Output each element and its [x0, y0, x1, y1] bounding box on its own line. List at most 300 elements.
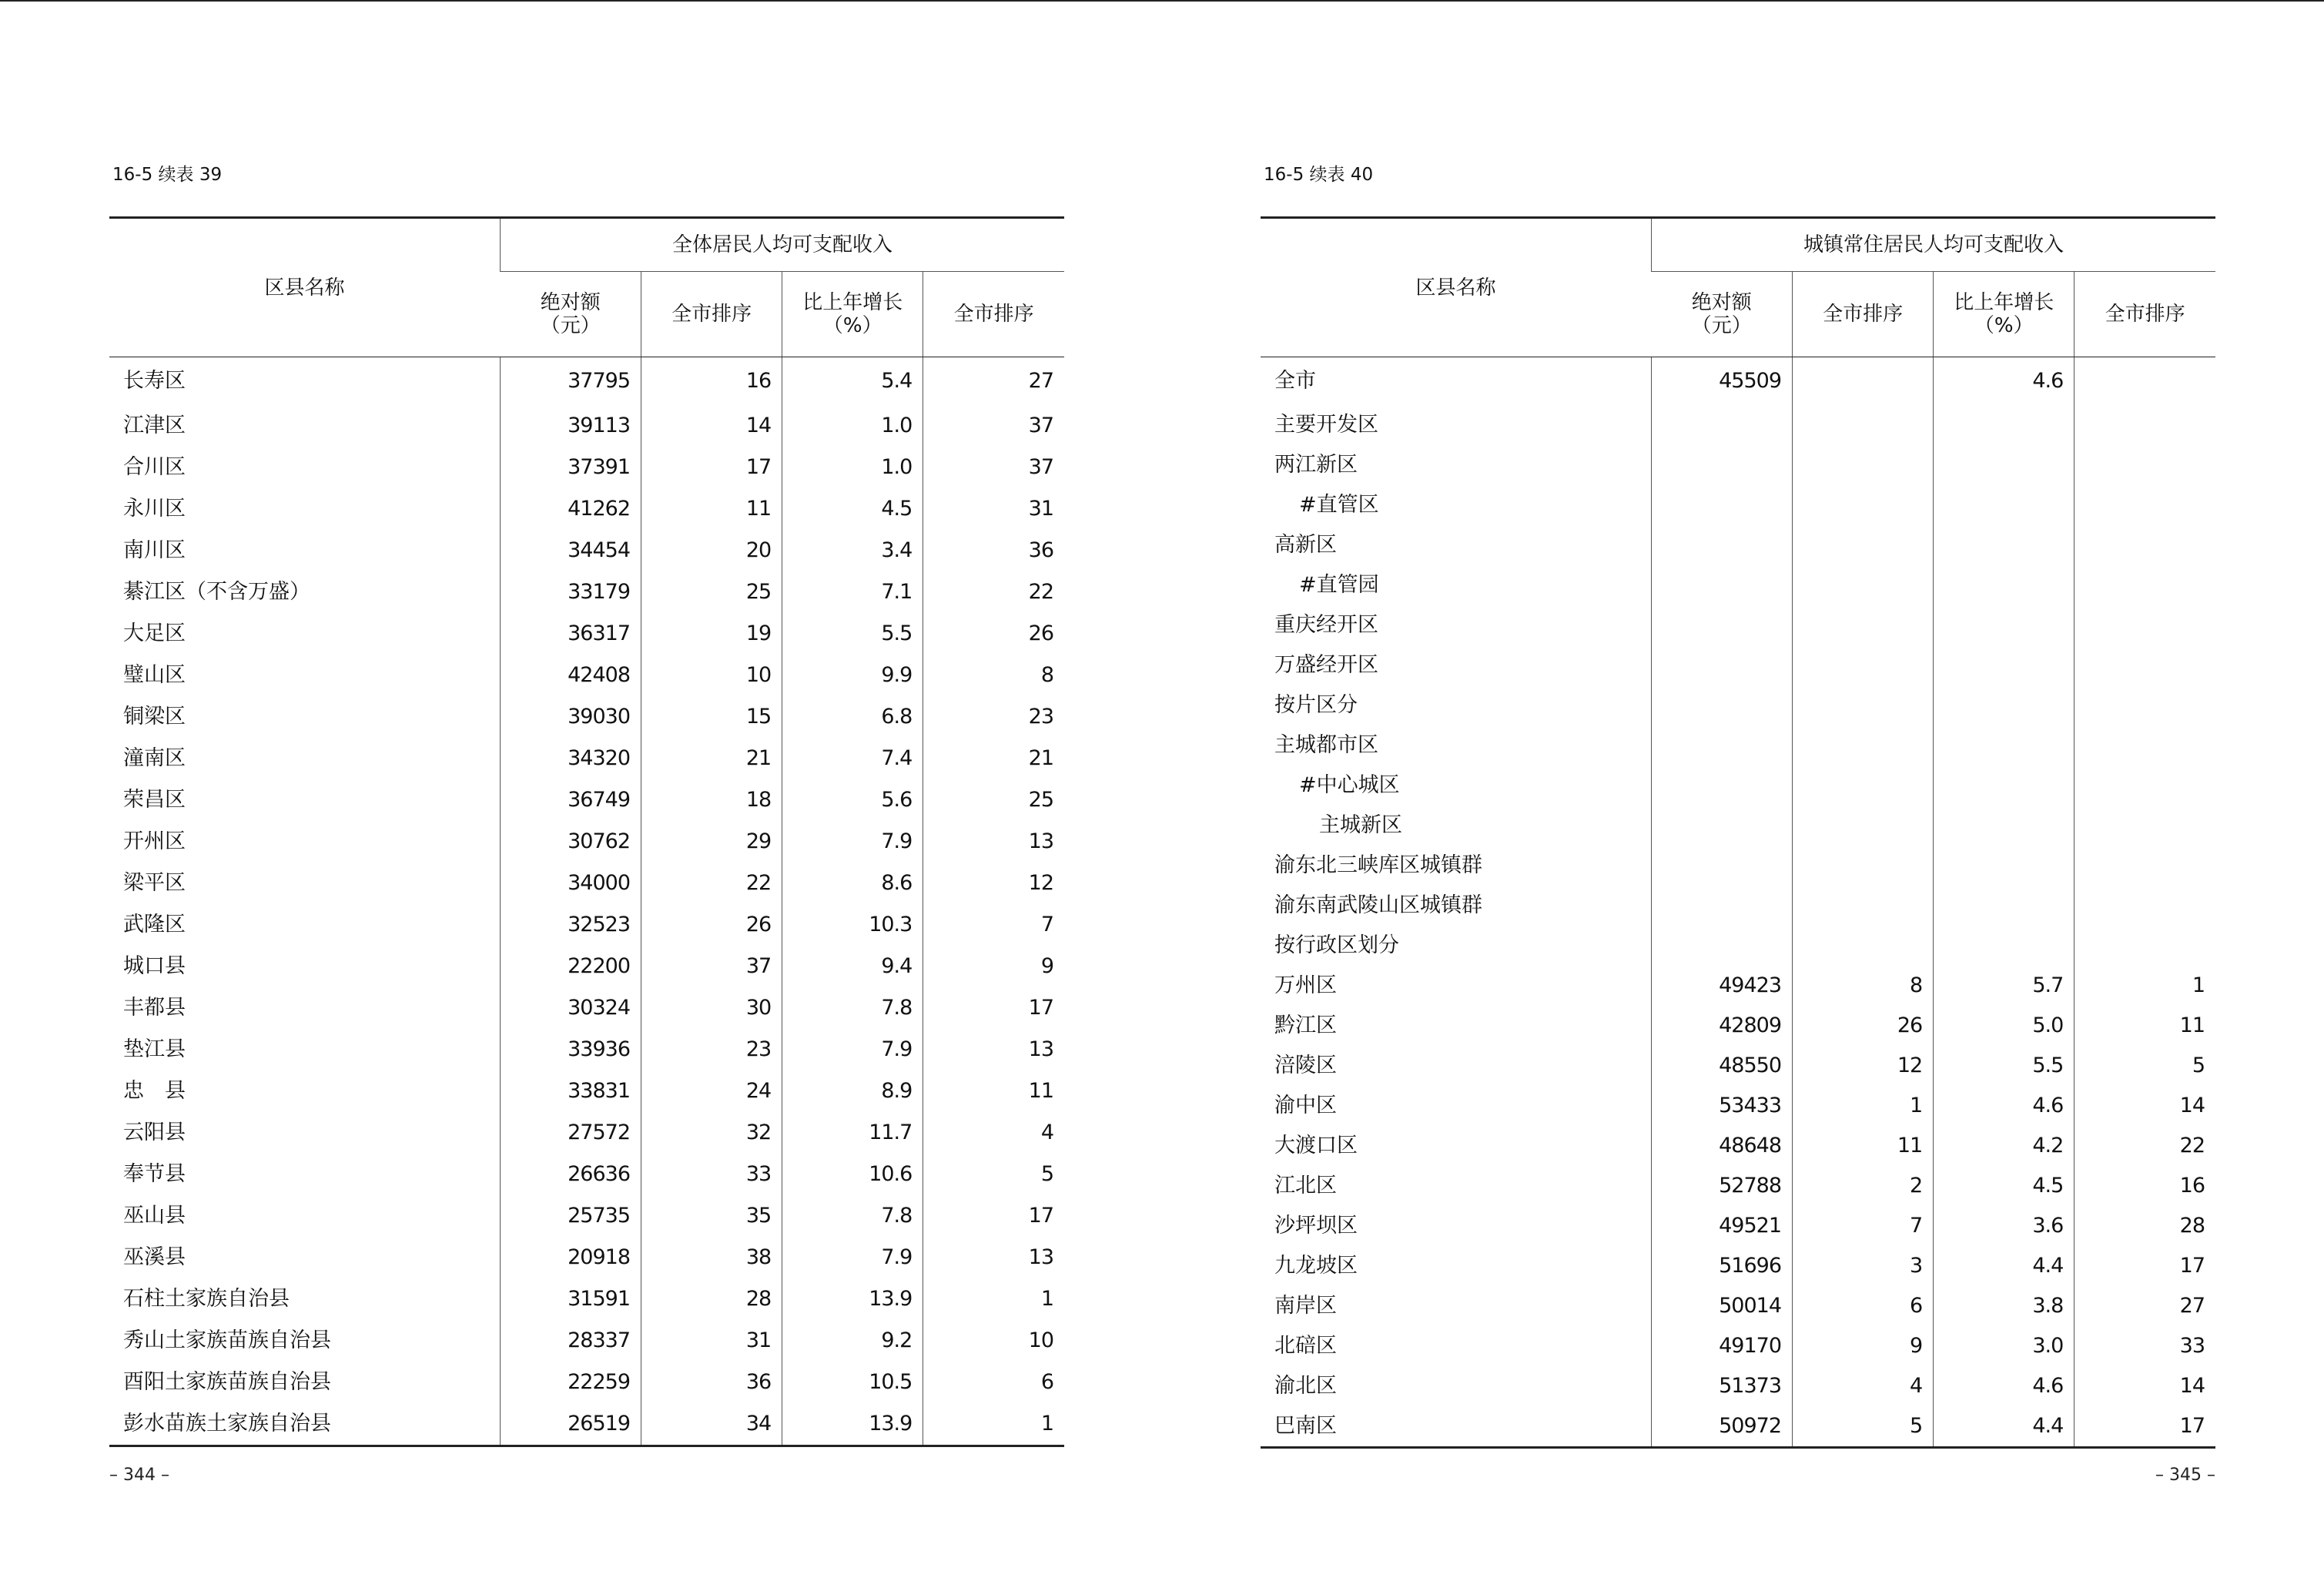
page-number: – 344 – [109, 1466, 169, 1485]
growth-rank-cell [2075, 806, 2215, 846]
amount-header: 绝对额 （元） [500, 272, 641, 357]
right-page [1261, 0, 2215, 1588]
amount-cell: 45509 [1651, 357, 1792, 406]
growth-rank-header: 全市排序 [923, 272, 1064, 357]
rank-cell: 12 [1793, 1046, 1934, 1086]
table-row [1261, 926, 2215, 966]
growth-rank-cell: 10 [923, 1320, 1064, 1362]
growth-cell [1934, 886, 2075, 926]
amount-cell: 42408 [500, 655, 641, 696]
region-name-header: 区县名称 [109, 218, 500, 357]
growth-rank-cell: 9 [923, 946, 1064, 987]
rank-cell [1793, 485, 1934, 525]
growth-cell: 7.1 [782, 571, 923, 613]
amount-cell: 36317 [500, 613, 641, 655]
table-body [109, 357, 1064, 1446]
table-row [109, 946, 1064, 987]
table-row [1261, 485, 2215, 525]
table-header [1261, 218, 2215, 357]
region-name-cell: 万州区 [1274, 973, 1337, 997]
rank-cell: 31 [641, 1320, 782, 1362]
growth-rank-cell: 36 [923, 530, 1064, 571]
growth-header: 比上年增长 （%） [1934, 272, 2075, 357]
table-row [109, 1029, 1064, 1070]
rank-cell: 9 [1793, 1326, 1934, 1366]
amount-cell [1651, 846, 1792, 886]
rank-cell: 16 [641, 357, 782, 406]
table-row [109, 1154, 1064, 1195]
growth-cell [1934, 725, 2075, 766]
growth-rank-cell: 17 [2075, 1406, 2215, 1448]
growth-rank-cell [2075, 525, 2215, 565]
region-name-cell: 铜梁区 [123, 705, 186, 729]
region-name-cell: 高新区 [1274, 533, 1337, 557]
growth-cell [1934, 685, 2075, 725]
amount-cell [1651, 485, 1792, 525]
page-number: – 345 – [2155, 1466, 2215, 1485]
table-title: 16-5 续表 40 [1264, 165, 1374, 185]
rank-cell: 33 [641, 1154, 782, 1195]
region-name-cell: 丰都县 [123, 996, 186, 1020]
growth-cell: 9.2 [782, 1320, 923, 1362]
growth-cell: 7.8 [782, 987, 923, 1029]
table-row [109, 655, 1064, 696]
rank-cell [1793, 926, 1934, 966]
growth-cell [1934, 846, 2075, 886]
rank-cell: 32 [641, 1112, 782, 1154]
table-row [1261, 1006, 2215, 1046]
table-row [1261, 645, 2215, 685]
region-name-cell: 巴南区 [1261, 1406, 1651, 1448]
region-name-cell: 荣昌区 [123, 788, 186, 812]
rank-cell: 14 [641, 405, 782, 447]
amount-cell: 34000 [500, 863, 641, 904]
region-name-cell: 渝中区 [1274, 1094, 1337, 1117]
amount-cell [1651, 685, 1792, 725]
amount-cell: 42809 [1651, 1006, 1792, 1046]
growth-cell [1934, 806, 2075, 846]
growth-rank-cell: 14 [2075, 1086, 2215, 1126]
growth-rank-cell: 31 [923, 488, 1064, 530]
region-name-cell: 主城都市区 [1274, 733, 1378, 757]
growth-rank-cell [2075, 357, 2215, 406]
table-row [1261, 405, 2215, 445]
growth-rank-cell [2075, 766, 2215, 806]
table-row [109, 904, 1064, 946]
growth-cell [1934, 645, 2075, 685]
growth-cell: 4.6 [1934, 1366, 2075, 1406]
growth-cell: 4.4 [1934, 1246, 2075, 1286]
region-name-cell: 巫溪县 [123, 1245, 186, 1269]
table-row [1261, 1366, 2215, 1406]
growth-cell [1934, 605, 2075, 645]
growth-cell: 4.2 [1934, 1126, 2075, 1166]
region-name-cell: 南岸区 [1274, 1294, 1337, 1318]
table-row [1261, 565, 2215, 605]
amount-cell: 25735 [500, 1195, 641, 1237]
rank-cell: 17 [641, 447, 782, 488]
region-name-cell: 秀山土家族苗族自治县 [123, 1328, 331, 1352]
growth-cell: 5.4 [782, 357, 923, 406]
amount-cell: 53433 [1651, 1086, 1792, 1126]
rank-cell: 28 [641, 1278, 782, 1320]
rank-cell: 25 [641, 571, 782, 613]
amount-cell [1651, 926, 1792, 966]
table-row [1261, 1126, 2215, 1166]
growth-rank-cell: 5 [2075, 1046, 2215, 1086]
amount-cell: 51373 [1651, 1366, 1792, 1406]
table-row [109, 1195, 1064, 1237]
rank-cell: 38 [641, 1237, 782, 1278]
amount-cell [1651, 645, 1792, 685]
growth-cell: 3.6 [1934, 1206, 2075, 1246]
rank-cell: 34 [641, 1403, 782, 1446]
amount-cell: 22200 [500, 946, 641, 987]
growth-rank-cell: 11 [2075, 1006, 2215, 1046]
table-row [109, 357, 1064, 406]
growth-rank-cell [2075, 645, 2215, 685]
region-name-cell: 九龙坡区 [1274, 1254, 1358, 1278]
region-name-cell: #直管园 [1299, 573, 1379, 597]
table-row [1261, 886, 2215, 926]
region-name-cell: 沙坪坝区 [1274, 1214, 1358, 1238]
region-name-cell: 主要开发区 [1274, 413, 1378, 437]
rank-cell: 11 [1793, 1126, 1934, 1166]
region-name-cell: 长寿区 [123, 369, 186, 393]
region-name-cell: 酉阳土家族苗族自治县 [123, 1370, 331, 1394]
growth-rank-cell: 11 [923, 1070, 1064, 1112]
growth-rank-cell [2075, 926, 2215, 966]
growth-cell: 5.7 [1934, 966, 2075, 1006]
growth-cell: 4.6 [1934, 357, 2075, 406]
table-row [1261, 605, 2215, 645]
growth-cell [1934, 445, 2075, 485]
rank-cell: 1 [1793, 1086, 1934, 1126]
table-row [109, 1112, 1064, 1154]
growth-cell: 5.6 [782, 779, 923, 821]
region-name-header: 区县名称 [1261, 218, 1651, 357]
growth-cell: 10.3 [782, 904, 923, 946]
amount-cell: 49521 [1651, 1206, 1792, 1246]
region-name-cell: 按片区分 [1274, 693, 1358, 717]
region-name-cell: 江北区 [1274, 1174, 1337, 1198]
rank-cell [1793, 405, 1934, 445]
amount-cell [1651, 405, 1792, 445]
rank-header: 全市排序 [1793, 272, 1934, 357]
growth-rank-cell [2075, 685, 2215, 725]
region-name-cell: 垫江县 [123, 1037, 186, 1061]
region-name-cell: 璧山区 [123, 663, 186, 687]
growth-rank-cell: 27 [2075, 1286, 2215, 1326]
amount-cell: 37795 [500, 357, 641, 406]
growth-rank-cell: 7 [923, 904, 1064, 946]
income-table-left [109, 216, 1064, 1447]
growth-rank-cell: 1 [923, 1403, 1064, 1446]
rank-cell [1793, 525, 1934, 565]
rank-cell: 15 [641, 696, 782, 738]
rank-cell: 8 [1793, 966, 1934, 1006]
amount-cell [1651, 565, 1792, 605]
table-row [1261, 1206, 2215, 1246]
table-row [1261, 357, 2215, 406]
growth-cell: 3.0 [1934, 1326, 2075, 1366]
region-name-cell: 石柱土家族自治县 [123, 1287, 290, 1311]
region-name-cell: 綦江区（不含万盛） [123, 580, 310, 604]
amount-cell: 20918 [500, 1237, 641, 1278]
region-name-cell: 忠 县 [123, 1079, 186, 1103]
growth-rank-cell: 13 [923, 1029, 1064, 1070]
rank-cell: 26 [641, 904, 782, 946]
amount-cell: 49423 [1651, 966, 1792, 1006]
rank-cell: 2 [1793, 1166, 1934, 1206]
region-name-cell: 万盛经开区 [1274, 653, 1378, 677]
growth-cell [1934, 525, 2075, 565]
table-row [1261, 1406, 2215, 1448]
table-row [109, 1237, 1064, 1278]
amount-cell: 28337 [500, 1320, 641, 1362]
rank-cell: 10 [641, 655, 782, 696]
amount-header: 绝对额 （元） [1651, 272, 1792, 357]
region-name-cell: 北碚区 [1274, 1334, 1337, 1358]
amount-cell: 22259 [500, 1362, 641, 1403]
growth-cell [1934, 926, 2075, 966]
region-name-cell: 按行政区划分 [1274, 933, 1399, 957]
table-row [109, 821, 1064, 863]
rank-cell: 24 [641, 1070, 782, 1112]
amount-cell: 34454 [500, 530, 641, 571]
table-row [109, 447, 1064, 488]
growth-cell: 8.9 [782, 1070, 923, 1112]
table-body [1261, 357, 2215, 1448]
growth-cell: 4.6 [1934, 1086, 2075, 1126]
rank-cell [1793, 766, 1934, 806]
growth-rank-cell: 8 [923, 655, 1064, 696]
growth-cell: 3.8 [1934, 1286, 2075, 1326]
growth-rank-cell: 1 [2075, 966, 2215, 1006]
rank-cell: 21 [641, 738, 782, 779]
table-row [1261, 846, 2215, 886]
growth-cell: 13.9 [782, 1403, 923, 1446]
growth-header: 比上年增长 （%） [782, 272, 923, 357]
growth-rank-cell [2075, 725, 2215, 766]
growth-rank-cell [2075, 605, 2215, 645]
table-row [109, 530, 1064, 571]
table-row [109, 987, 1064, 1029]
growth-rank-cell: 37 [923, 405, 1064, 447]
growth-rank-cell: 26 [923, 613, 1064, 655]
left-page [109, 0, 1064, 1588]
amount-cell: 26636 [500, 1154, 641, 1195]
growth-rank-cell [2075, 445, 2215, 485]
region-name-cell: 重庆经开区 [1274, 613, 1378, 637]
amount-cell [1651, 525, 1792, 565]
table-row [1261, 1326, 2215, 1366]
table-row [1261, 725, 2215, 766]
growth-rank-cell: 14 [2075, 1366, 2215, 1406]
growth-cell: 10.6 [782, 1154, 923, 1195]
growth-rank-cell: 25 [923, 779, 1064, 821]
growth-cell: 11.7 [782, 1112, 923, 1154]
growth-rank-cell: 16 [2075, 1166, 2215, 1206]
amount-cell: 37391 [500, 447, 641, 488]
region-name-cell: 武隆区 [123, 913, 186, 936]
amount-cell: 52788 [1651, 1166, 1792, 1206]
amount-cell: 31591 [500, 1278, 641, 1320]
amount-cell: 36749 [500, 779, 641, 821]
amount-cell: 26519 [500, 1403, 641, 1446]
rank-cell [1793, 645, 1934, 685]
table-row [1261, 445, 2215, 485]
region-name-cell: 巫山县 [123, 1204, 186, 1228]
region-name-cell: 全市 [1274, 369, 1316, 393]
growth-cell: 7.9 [782, 1029, 923, 1070]
rank-cell [1793, 357, 1934, 406]
amount-cell: 51696 [1651, 1246, 1792, 1286]
group-header: 城镇常住居民人均可支配收入 [1651, 218, 2215, 272]
rank-cell [1793, 445, 1934, 485]
growth-rank-cell: 17 [923, 987, 1064, 1029]
table-row [109, 779, 1064, 821]
growth-cell [1934, 485, 2075, 525]
growth-cell: 13.9 [782, 1278, 923, 1320]
rank-cell: 37 [641, 946, 782, 987]
growth-cell: 5.5 [782, 613, 923, 655]
rank-cell [1793, 685, 1934, 725]
growth-cell [1934, 405, 2075, 445]
growth-cell: 6.8 [782, 696, 923, 738]
growth-cell: 9.4 [782, 946, 923, 987]
growth-rank-cell: 37 [923, 447, 1064, 488]
amount-cell: 33936 [500, 1029, 641, 1070]
rank-cell: 26 [1793, 1006, 1934, 1046]
table-header [109, 218, 1064, 357]
rank-cell [1793, 565, 1934, 605]
growth-cell: 3.4 [782, 530, 923, 571]
amount-cell [1651, 806, 1792, 846]
growth-cell [1934, 766, 2075, 806]
growth-cell: 7.8 [782, 1195, 923, 1237]
amount-cell: 30324 [500, 987, 641, 1029]
table-row [1261, 966, 2215, 1006]
rank-cell: 4 [1793, 1366, 1934, 1406]
income-table-right [1261, 216, 2215, 1449]
growth-rank-cell: 28 [2075, 1206, 2215, 1246]
region-name-cell: 涪陵区 [1274, 1054, 1337, 1077]
region-name-cell: 城口县 [123, 954, 186, 978]
growth-rank-cell: 1 [923, 1278, 1064, 1320]
growth-rank-cell: 6 [923, 1362, 1064, 1403]
amount-cell: 27572 [500, 1112, 641, 1154]
growth-rank-cell: 5 [923, 1154, 1064, 1195]
amount-cell: 34320 [500, 738, 641, 779]
growth-cell: 7.9 [782, 1237, 923, 1278]
growth-rank-cell: 12 [923, 863, 1064, 904]
growth-cell: 9.9 [782, 655, 923, 696]
amount-cell: 48550 [1651, 1046, 1792, 1086]
table-row [109, 571, 1064, 613]
rank-cell: 20 [641, 530, 782, 571]
region-name-cell: 大足区 [123, 621, 186, 645]
table-row [1261, 1286, 2215, 1326]
growth-rank-cell: 22 [2075, 1126, 2215, 1166]
region-name-cell: 奉节县 [123, 1162, 186, 1186]
rank-cell [1793, 846, 1934, 886]
region-name-cell: #中心城区 [1299, 773, 1400, 797]
group-header: 全体居民人均可支配收入 [500, 218, 1064, 272]
region-name-cell: 合川区 [123, 455, 186, 479]
growth-rank-cell: 21 [923, 738, 1064, 779]
growth-rank-header: 全市排序 [2075, 272, 2215, 357]
growth-rank-cell: 23 [923, 696, 1064, 738]
region-name-cell: 永川区 [123, 497, 186, 521]
table-row [109, 1320, 1064, 1362]
growth-rank-cell: 17 [2075, 1246, 2215, 1286]
amount-cell [1651, 445, 1792, 485]
region-name-cell: 黔江区 [1274, 1013, 1337, 1037]
growth-cell: 4.5 [1934, 1166, 2075, 1206]
growth-rank-cell [2075, 485, 2215, 525]
region-name-cell: 开州区 [123, 829, 186, 853]
growth-rank-cell [2075, 565, 2215, 605]
growth-cell: 4.5 [782, 488, 923, 530]
rank-cell: 18 [641, 779, 782, 821]
growth-rank-cell [2075, 886, 2215, 926]
growth-rank-cell: 13 [923, 821, 1064, 863]
amount-cell: 50972 [1651, 1406, 1792, 1448]
growth-cell: 1.0 [782, 405, 923, 447]
table-row [109, 1403, 1064, 1446]
region-name-cell: 渝东北三峡库区城镇群 [1274, 853, 1482, 877]
growth-cell: 7.4 [782, 738, 923, 779]
rank-cell [1793, 806, 1934, 846]
table-row [109, 613, 1064, 655]
growth-cell: 7.9 [782, 821, 923, 863]
table-row [1261, 525, 2215, 565]
region-name-cell: 渝东南武陵山区城镇群 [1274, 893, 1482, 917]
amount-cell: 33179 [500, 571, 641, 613]
rank-cell [1793, 725, 1934, 766]
growth-cell: 5.0 [1934, 1006, 2075, 1046]
rank-cell: 5 [1793, 1406, 1934, 1448]
growth-rank-cell: 22 [923, 571, 1064, 613]
growth-rank-cell: 27 [923, 357, 1064, 406]
amount-cell: 33831 [500, 1070, 641, 1112]
region-name-cell: 主城新区 [1319, 813, 1402, 837]
table-row [109, 696, 1064, 738]
rank-cell: 29 [641, 821, 782, 863]
growth-cell: 10.5 [782, 1362, 923, 1403]
region-name-cell: 两江新区 [1274, 453, 1358, 477]
region-name-cell: 大渡口区 [1274, 1134, 1358, 1157]
amount-cell: 50014 [1651, 1286, 1792, 1326]
table-row [1261, 806, 2215, 846]
amount-cell: 39113 [500, 405, 641, 447]
table-row [109, 863, 1064, 904]
amount-cell: 48648 [1651, 1126, 1792, 1166]
growth-cell: 1.0 [782, 447, 923, 488]
rank-cell: 22 [641, 863, 782, 904]
rank-cell [1793, 886, 1934, 926]
amount-cell [1651, 725, 1792, 766]
table-row [1261, 1246, 2215, 1286]
growth-rank-cell [2075, 405, 2215, 445]
rank-cell: 7 [1793, 1206, 1934, 1246]
rank-cell: 30 [641, 987, 782, 1029]
region-name-cell: 彭水苗族土家族自治县 [109, 1403, 500, 1446]
growth-rank-cell: 17 [923, 1195, 1064, 1237]
table-row [109, 738, 1064, 779]
rank-cell: 35 [641, 1195, 782, 1237]
